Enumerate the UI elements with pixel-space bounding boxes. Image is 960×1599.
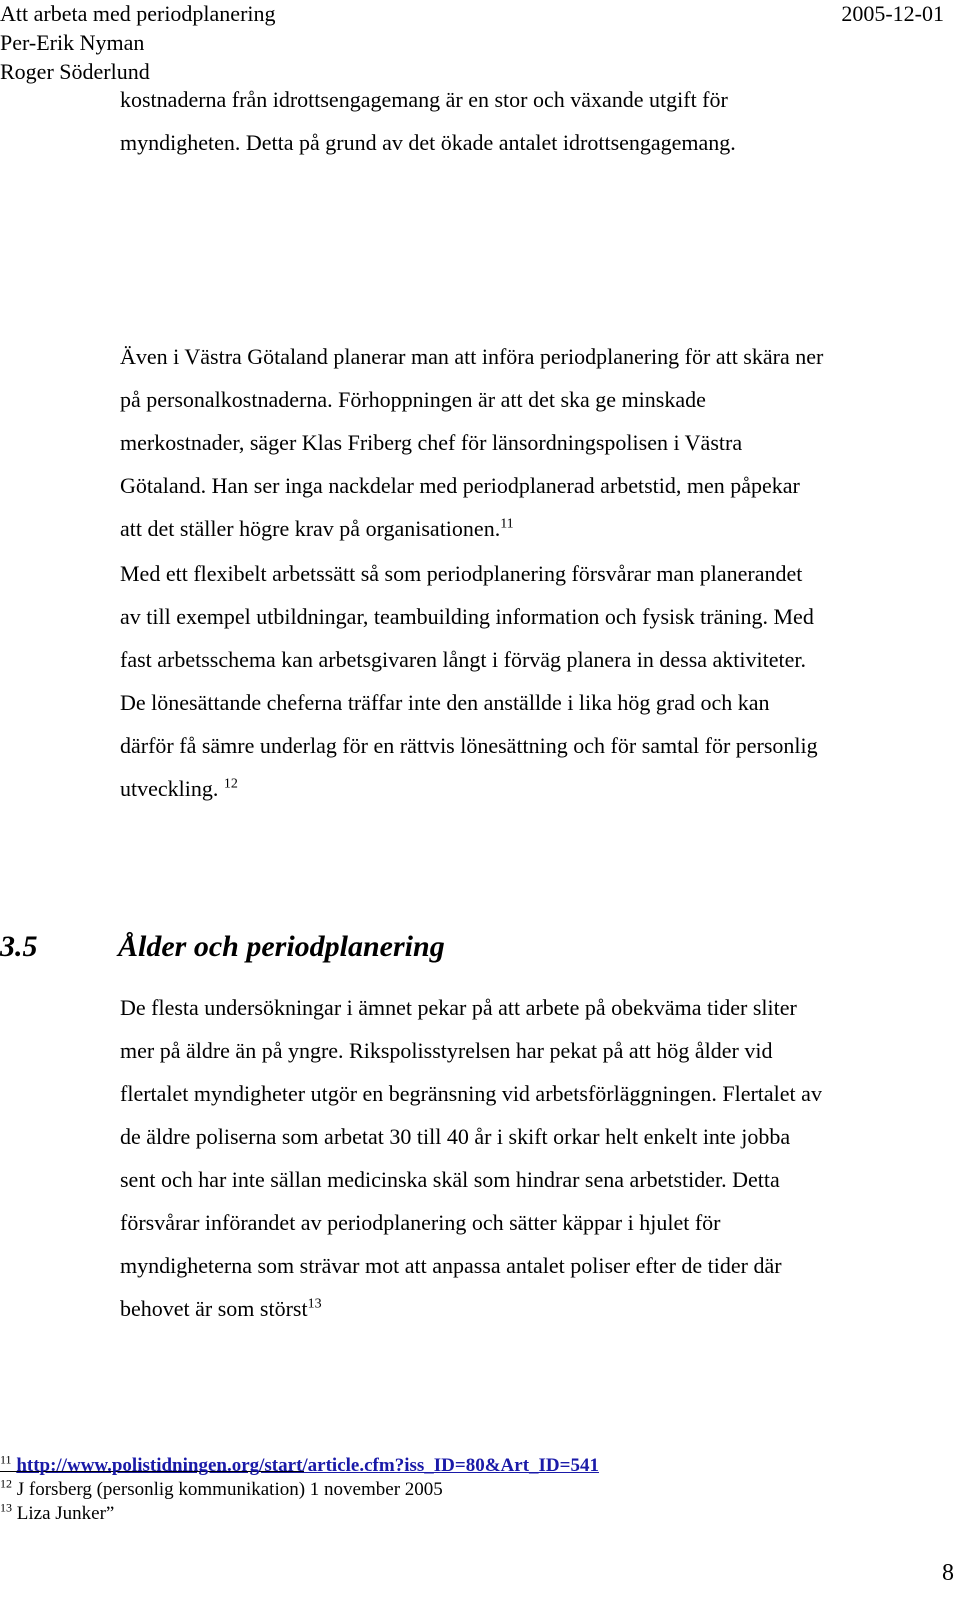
body-text-line: fast arbetsschema kan arbetsgivaren långt i förväg planera in dessa aktiviteter. xyxy=(120,647,807,672)
body-text-line: myndigheterna som strävar mot att anpassa antalet poliser efter de tider där xyxy=(120,1253,782,1278)
body-text: utveckling. xyxy=(120,776,219,801)
footnote xyxy=(0,1500,115,1525)
body-text-line: av till exempel utbildningar, teambuilding information och fysisk träning. Med xyxy=(120,604,814,629)
footnote-number: 13 xyxy=(0,1500,12,1515)
footnote xyxy=(0,1452,599,1477)
body-text-line: De lönesättande cheferna träffar inte den anställde i lika hög grad och kan xyxy=(120,690,770,715)
footnote-ref: 12 xyxy=(223,776,238,792)
body-text-line: de äldre poliserna som arbetat 30 till 40 år i skift orkar helt enkelt inte jobba xyxy=(120,1124,791,1149)
body-text-line: myndigheten. Detta på grund av det ökade antalet idrottsengagemang. xyxy=(120,130,736,155)
body-text-line xyxy=(120,515,514,543)
body-text-line: mer på äldre än på yngre. Rikspolisstyrelsen har pekat på att hög ålder vid xyxy=(120,1038,773,1063)
body-text-line xyxy=(120,775,238,803)
footnote-ref: 11 xyxy=(500,516,514,532)
body-text-line xyxy=(120,1295,322,1323)
body-text-line: flertalet myndigheter utgör en begränsning vid arbetsförläggningen. Flertalet av xyxy=(120,1081,822,1106)
body-text-line: sent och har inte sällan medicinska skäl som hindrar sena arbetstider. Detta xyxy=(120,1167,780,1192)
page-number: 8 xyxy=(942,1560,954,1586)
body-text-line: därför få sämre underlag för en rättvis lönesättning och för samtal för personlig xyxy=(120,733,818,758)
body-text: att det ställer högre krav på organisationen. xyxy=(120,516,501,541)
body-text-line: merkostnader, säger Klas Friberg chef för länsordningspolisen i Västra xyxy=(120,430,743,455)
body-text-line: Med ett flexibelt arbetssätt så som periodplanering försvårar man planerandet xyxy=(120,561,803,586)
footnote-number: 12 xyxy=(0,1476,12,1491)
body-text: behovet är som störst xyxy=(120,1296,308,1321)
footnote-ref: 13 xyxy=(307,1296,322,1312)
body-text-line: Götaland. Han ser inga nackdelar med periodplanerad arbetstid, men påpekar xyxy=(120,473,800,498)
section-number: 3.5 xyxy=(0,930,38,963)
footnote-text: Liza Junker” xyxy=(16,1503,115,1524)
header-author-1: Per-Erik Nyman xyxy=(0,30,145,55)
body-text-line: De flesta undersökningar i ämnet pekar på att arbete på obekväma tider sliter xyxy=(120,995,797,1020)
body-text-line: kostnaderna från idrottsengagemang är en stor och växande utgift för xyxy=(120,87,728,112)
header-doc-title: Att arbeta med periodplanering xyxy=(0,1,276,26)
footnote xyxy=(0,1476,443,1501)
footnote-link[interactable]: http://www.polistidningen.org/start/article.cfm?iss_ID=80&Art_ID=541 xyxy=(16,1455,599,1476)
section-title: Ålder och periodplanering xyxy=(118,930,445,963)
footnote-text: J forsberg (personlig kommunikation) 1 november 2005 xyxy=(16,1479,443,1500)
footnote-number: 11 xyxy=(0,1452,12,1467)
header-date: 2005-12-01 xyxy=(841,1,944,26)
body-text-line: Även i Västra Götaland planerar man att införa periodplanering för att skära ner xyxy=(120,344,824,369)
body-text-line: på personalkostnaderna. Förhoppningen är att det ska ge minskade xyxy=(120,387,706,412)
header-author-2: Roger Söderlund xyxy=(0,59,150,84)
body-text-line: försvårar införandet av periodplanering och sätter käppar i hjulet för xyxy=(120,1210,721,1235)
